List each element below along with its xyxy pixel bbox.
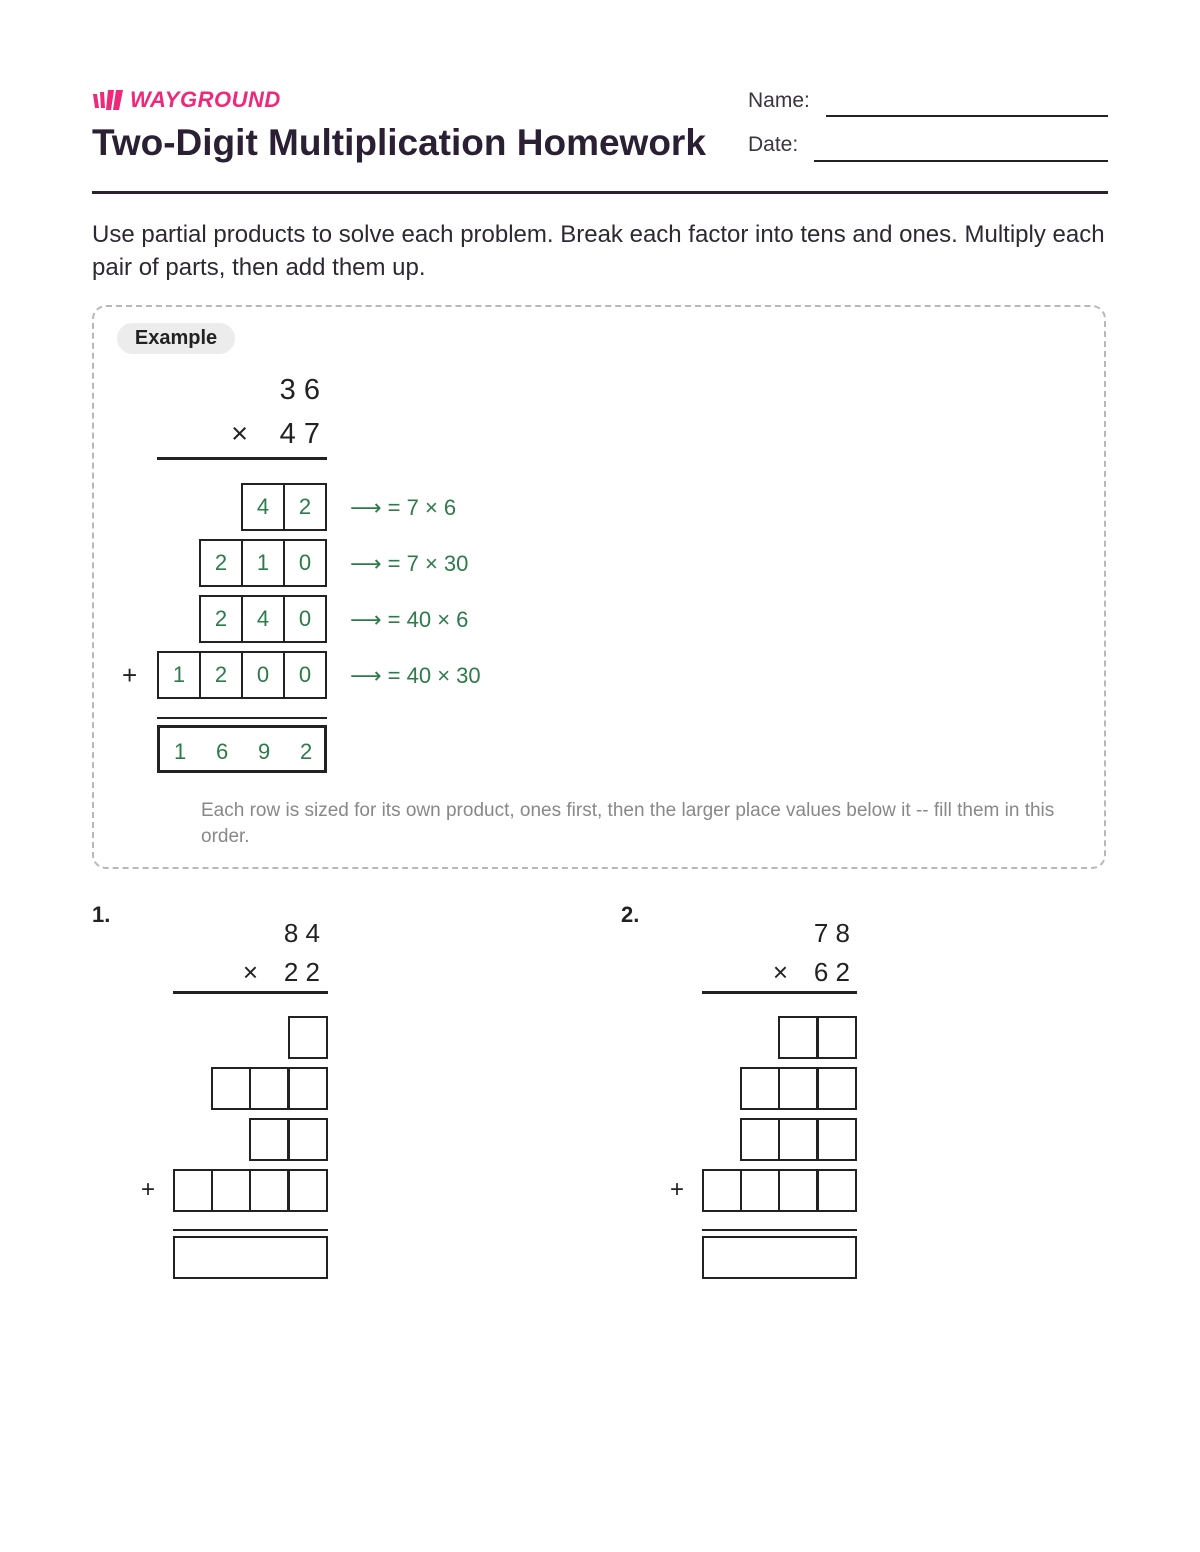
example-note: ⟶ = 40 × 6 [350,607,469,632]
answer-cell[interactable] [740,1118,780,1161]
name-field[interactable] [826,115,1108,117]
example-cell: 0 [283,539,327,587]
problem-times-sign: × [242,957,258,987]
problem-bottom-factor: 6 2 [813,957,850,987]
answer-cell[interactable] [249,1118,289,1161]
problem-sum-line [173,1229,328,1231]
answer-cell[interactable] [817,1016,857,1059]
date-field[interactable] [814,160,1108,162]
answer-cell[interactable] [249,1067,289,1110]
problem-number: 2. [621,902,640,927]
problem-plus-sign: + [141,1176,156,1203]
example-cell: 1 [241,539,285,587]
example-note: ⟶ = 7 × 6 [350,495,457,520]
problem-top-factor: 8 4 [283,918,320,948]
answer-cell[interactable] [778,1016,818,1059]
brand-name: WAYGROUND [130,87,281,112]
example-cell: 4 [241,595,285,643]
answer-cell[interactable] [778,1118,818,1161]
example-cell: 2 [199,651,243,699]
answer-cell[interactable] [817,1169,857,1212]
answer-cell[interactable] [778,1169,818,1212]
example-cell: 0 [283,651,327,699]
answer-cell[interactable] [740,1169,780,1212]
problem-plus-sign: + [670,1176,685,1203]
example-cell: 1 [157,651,201,699]
answer-cell[interactable] [288,1118,328,1161]
example-note: ⟶ = 7 × 30 [350,551,469,576]
example-total-box [157,725,327,773]
example-top-factor: 3 6 [279,374,320,406]
example-total-digit: 9 [258,739,271,764]
example-cell: 2 [199,595,243,643]
answer-cell[interactable] [173,1169,213,1212]
example-times-sign: × [231,418,248,450]
example-total-digit: 6 [216,739,229,764]
date-label: Date: [748,133,799,156]
answer-cell[interactable] [211,1067,251,1110]
example-total-digit: 1 [174,739,187,764]
problem-top-factor: 7 8 [813,918,850,948]
problem-number: 1. [92,902,111,927]
answer-cell[interactable] [249,1169,289,1212]
answer-total-box[interactable] [173,1236,328,1279]
example-plus-sign: + [122,660,138,690]
problem-operation-line [173,991,328,994]
answer-cell[interactable] [740,1067,780,1110]
problem-times-sign: × [772,957,788,987]
problem-bottom-factor: 2 2 [283,957,320,987]
example-cell: 0 [241,651,285,699]
page-title: Two-Digit Multiplication Homework [92,122,706,163]
brand-logo [92,86,281,114]
example-footnote: Each row is sized for its own product, ones first, then the larger place values below it -- fill them in this order. [201,800,1055,847]
wayground-logo-icon [92,88,124,112]
answer-cell[interactable] [211,1169,251,1212]
example-cell: 4 [241,483,285,531]
example-sum-line [157,717,327,719]
answer-total-box[interactable] [702,1236,857,1279]
answer-cell[interactable] [778,1067,818,1110]
example-badge: Example [117,323,235,354]
example-cell: 2 [283,483,327,531]
name-label: Name: [748,89,810,112]
answer-cell[interactable] [817,1118,857,1161]
answer-cell[interactable] [288,1067,328,1110]
example-bottom-factor: 4 7 [279,418,320,450]
example-cell: 0 [283,595,327,643]
example-total-digit: 2 [300,739,313,764]
answer-cell[interactable] [288,1016,328,1059]
instructions-text: Use partial products to solve each problem. Break each factor into tens and ones. Multiply each pair of parts, then add them up. [92,221,1105,281]
answer-cell[interactable] [288,1169,328,1212]
answer-cell[interactable] [817,1067,857,1110]
problem-operation-line [702,991,857,994]
answer-cell[interactable] [702,1169,742,1212]
example-note: ⟶ = 40 × 30 [350,663,481,688]
example-operation-line [157,457,327,460]
problem-sum-line [702,1229,857,1231]
header-divider [92,191,1108,194]
example-cell: 2 [199,539,243,587]
